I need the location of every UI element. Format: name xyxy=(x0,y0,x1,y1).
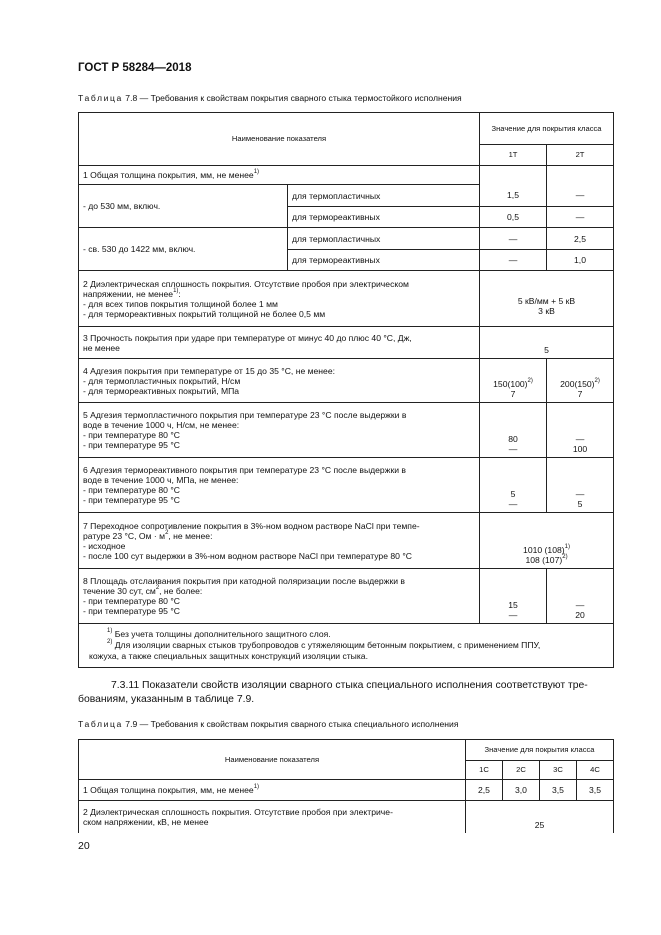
row6-1t: 5 — xyxy=(480,458,547,513)
table-7-8-caption xyxy=(78,93,462,103)
t79-row1-2c: 3,0 xyxy=(503,780,540,801)
caption-label: Таблица xyxy=(78,719,123,729)
t79-col-4c: 4С xyxy=(577,761,614,780)
row6-name: 6 Адгезия термореактивного покрытия при температуре 23 °С после выдержки в воде в течение 1000 ч, МПа, не менее: - при температуре 80 °С - при температуре 95 °С xyxy=(79,458,480,513)
row1b-type: для термореактивных xyxy=(288,207,480,228)
row1a-1t: 1,5 xyxy=(480,185,547,207)
row8-1t: 15 — xyxy=(480,569,547,624)
t79-head-value: Значение для покрытия класса xyxy=(466,740,614,761)
row1-title: 1 Общая толщина покрытия, мм, не менее$^{1)}$ xyxy=(79,166,480,185)
t79-col-3c: 3С xyxy=(540,761,577,780)
row5-name: 5 Адгезия термопластичного покрытия при температуре 23 °С после выдержки в воде в течение 1000 ч, Н/см, не менее: - при температуре 80 °С - при температуре 95 °С xyxy=(79,403,480,458)
document-header: ГОСТ Р 58284—2018 xyxy=(78,62,192,74)
row1b-1t: 0,5 xyxy=(480,207,547,228)
row4-1t: $150(100)^{2)}$ 7 xyxy=(480,359,547,403)
row1c-2t: 2,5 xyxy=(547,228,614,250)
t79-row1-1c: 2,5 xyxy=(466,780,503,801)
head-col-2t: 2T xyxy=(547,145,614,166)
table-7-8-footnotes xyxy=(79,624,614,668)
caption-label: Таблица xyxy=(78,93,123,103)
row1-sub1: - до 530 мм, включ. xyxy=(79,185,288,228)
row2-value: 5 кВ/мм + 5 кВ 3 кВ xyxy=(480,271,614,327)
row1d-1t: — xyxy=(480,250,547,271)
head-col-1t: 1T xyxy=(480,145,547,166)
row3-value: 5 xyxy=(480,327,614,359)
t79-row2-name: 2 Диэлектрическая сплошность покрытия. Отсутствие пробоя при электриче- ском напряжении, кВ, не менее xyxy=(79,801,466,833)
row5-1t: 80 — xyxy=(480,403,547,458)
caption-text: 7.9 — Требования к свойствам покрытия сварного стыка специального исполнения xyxy=(122,719,459,729)
page-number: 20 xyxy=(78,840,90,852)
table-7-8 xyxy=(78,112,614,668)
t79-head-name: Наименование показателя xyxy=(79,740,466,780)
row1c-1t: — xyxy=(480,228,547,250)
row1-sub2: - св. 530 до 1422 мм, включ. xyxy=(79,228,288,271)
row1a-2t: — xyxy=(547,185,614,207)
row2-name: 2 Диэлектрическая сплошность покрытия. Отсутствие пробоя при электрическом напряжении, не менее$^{1)}$: - для всех типов покрытия толщиной более 1 мм - для термореактивных покрытий толщиной не более 0,5 мм xyxy=(79,271,480,327)
row5-2t: — 100 xyxy=(547,403,614,458)
t79-row1-3c: 3,5 xyxy=(540,780,577,801)
row1d-type: для термореактивных xyxy=(288,250,480,271)
row1d-2t: 1,0 xyxy=(547,250,614,271)
row3-name: 3 Прочность покрытия при ударе при температуре от минус 40 до плюс 40 °С, Дж, не менее xyxy=(79,327,480,359)
table-7-9 xyxy=(78,739,614,833)
footnote-2-cont: кожуха, а также специальных защитных конструкций изоляции стыка. xyxy=(89,651,368,661)
t79-row1-name: 1 Общая толщина покрытия, мм, не менее$^{1)}$ xyxy=(79,780,466,801)
table-7-9-caption xyxy=(78,719,459,729)
t79-col-1c: 1С xyxy=(466,761,503,780)
footnote-2: $^{2)}$ Для изоляции сварных стыков трубопроводов с утяжеляющим бетонным покрытием, с применением ППУ, xyxy=(107,639,541,650)
paragraph-7-3-11: 7.3.11 Показатели свойств изоляции сварного стыка специального исполнения соответствуют тре- бованиям, указанным в таблице 7.9. xyxy=(78,680,588,705)
row1a-type: для термопластичных xyxy=(288,185,480,207)
footnote-1: $^{1)}$ Без учета толщины дополнительного защитного слоя. xyxy=(107,628,331,639)
caption-text: 7.8 — Требования к свойствам покрытия сварного стыка термостойкого исполнения xyxy=(122,93,462,103)
row1b-2t: — xyxy=(547,207,614,228)
row8-2t: — 20 xyxy=(547,569,614,624)
t79-row1-4c: 3,5 xyxy=(577,780,614,801)
head-name: Наименование показателя xyxy=(79,113,480,166)
t79-row2-value: 25 xyxy=(466,801,614,833)
t79-col-2c: 2С xyxy=(503,761,540,780)
row8-name: 8 Площадь отслаивания покрытия при катодной поляризации после выдержки в течение 30 сут, $см^2$, не более: - при температуре 80 °С - при температуре 95 °С xyxy=(79,569,480,624)
row1c-type: для термопластичных xyxy=(288,228,480,250)
row7-value: 1010 $(108)^{1)}$ 108 $(107)^{2)}$ xyxy=(480,513,614,569)
row6-2t: — 5 xyxy=(547,458,614,513)
row7-name: 7 Переходное сопротивление покрытия в 3%-ном водном растворе NaCl при темпе- ратуре 23 °С, Ом · $м^2$, не менее: - исходное - после 100 сут выдержки в 3%-ном водном растворе NaCl при температуре 80 °С xyxy=(79,513,480,569)
row4-name: 4 Адгезия покрытия при температуре от 15 до 35 °С, не менее: - для термопластичных покрытий, Н/см - для термореактивных покрытий, МПа xyxy=(79,359,480,403)
head-value: Значение для покрытия класса xyxy=(480,113,614,145)
row4-2t: $200(150)^{2)}$ 7 xyxy=(547,359,614,403)
